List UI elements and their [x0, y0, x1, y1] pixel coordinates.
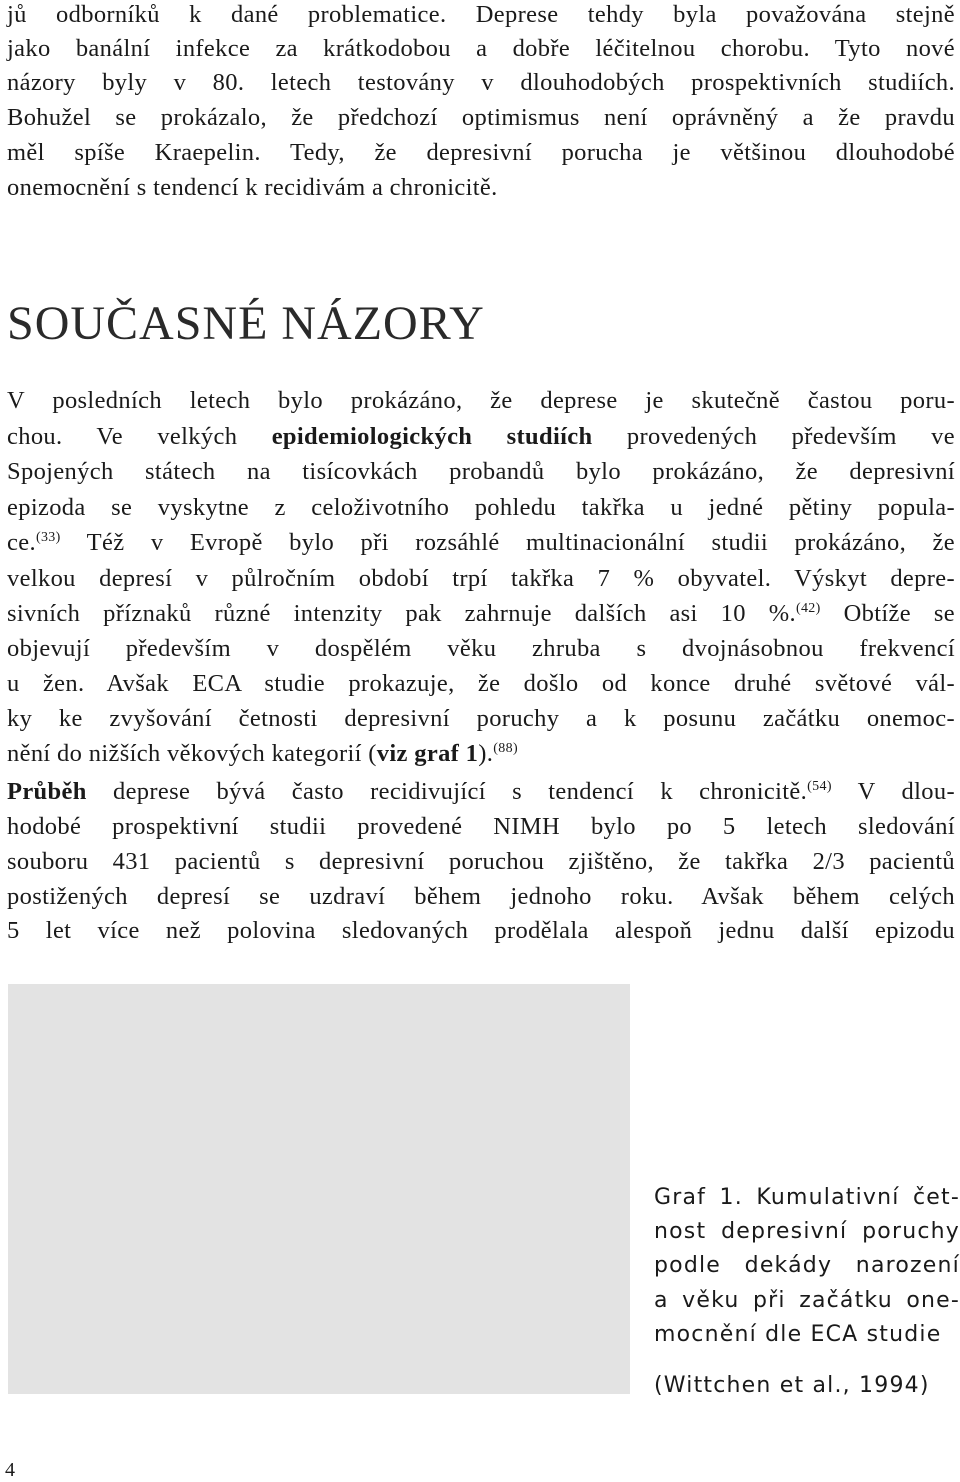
text-line: měl spíše Kraepelin. Tedy, že depresivní porucha je většinou dlouhodobé: [7, 139, 955, 166]
page-number: 4: [5, 1459, 15, 1481]
text-line: nění do nižších věkových kategorií (viz graf 1).$^{(88)}$: [7, 740, 518, 767]
bold-term: epidemiologických studiích: [271, 423, 593, 450]
citation: (42): [795, 601, 821, 616]
text-line: objevují především v dospělém věku zhruba s dvojnásobnou frekvencí: [7, 635, 955, 662]
citation: (88): [493, 741, 518, 756]
text-line: ce.$^{(33)}$ Též v Evropě bylo při rozsáhlé multinacionální studii prokázáno, že: [7, 529, 955, 556]
text-line: u žen. Avšak ECA studie prokazuje, že došlo od konce druhé světové vál-: [7, 670, 955, 697]
bold-term: Průběh: [7, 778, 87, 805]
text-line: Spojených státech na tisícovkách probandů bylo prokázáno, že depresivní: [7, 458, 955, 485]
text-line: souboru 431 pacientů s depresivní poruchou zjištěno, že takřka 2/3 pacientů: [7, 848, 955, 875]
section-heading: SOUČASNÉ NÁZORY: [7, 297, 485, 350]
text-line: hodobé prospektivní studii provedené NIMH bylo po 5 letech sledování: [7, 813, 955, 840]
figure-placeholder: [8, 984, 630, 1394]
figure-reference: viz graf 1: [376, 740, 479, 767]
text-line: názory byly v 80. letech testovány v dlouhodobých prospektivních studiích.: [7, 69, 955, 96]
caption-line: a věku při začátku one-: [654, 1288, 960, 1313]
text-line: V posledních letech bylo prokázáno, že deprese je skutečně častou poru-: [7, 387, 955, 414]
text-line: chou. Ve velkých epidemiologických studiích provedených především ve: [7, 423, 955, 450]
citation: (54): [807, 779, 832, 794]
text-line: sivních příznaků různé intenzity pak zahrnuje dalších asi 10 %.$^{(42)}$ Obtíže se: [7, 600, 955, 627]
text-line: velkou depresí v půlročním období trpí takřka 7 % obyvatel. Výskyt depre-: [7, 565, 955, 592]
text-line: jako banální infekce za krátkodobou a dobře léčitelnou chorobu. Tyto nové: [7, 35, 955, 62]
text-line: ky ke zvyšování četnosti depresivní poruchy a k posunu začátku onemoc-: [7, 705, 955, 732]
text-line: jů odborníků k dané problematice. Deprese tehdy byla považována stejně: [7, 1, 955, 28]
caption-line: Graf 1. Kumulativní čet-: [654, 1185, 960, 1210]
caption-line: nost depresivní poruchy: [654, 1219, 960, 1244]
text-line: epizoda se vyskytne z celoživotního pohledu takřka u jedné pětiny popula-: [7, 494, 955, 521]
text-line: Průběh deprese bývá často recidivující s tendencí k chronicitě.$^{(54)}$ V dlou-: [7, 778, 955, 805]
text-line: onemocnění s tendencí k recidivám a chronicitě.: [7, 174, 498, 201]
text-line: postižených depresí se uzdraví během jednoho roku. Avšak během celých: [7, 883, 955, 910]
text-line: Bohužel se prokázalo, že předchozí optimismus není oprávněný a že pravdu: [7, 104, 955, 131]
text-line: 5 let více než polovina sledovaných prodělala alespoň jednu další epizodu: [7, 917, 955, 944]
citation: (33): [35, 530, 61, 545]
caption-source: (Wittchen et al., 1994): [654, 1373, 930, 1398]
caption-line: mocnění dle ECA studie: [654, 1322, 942, 1347]
caption-line: podle dekády narození: [654, 1253, 960, 1278]
